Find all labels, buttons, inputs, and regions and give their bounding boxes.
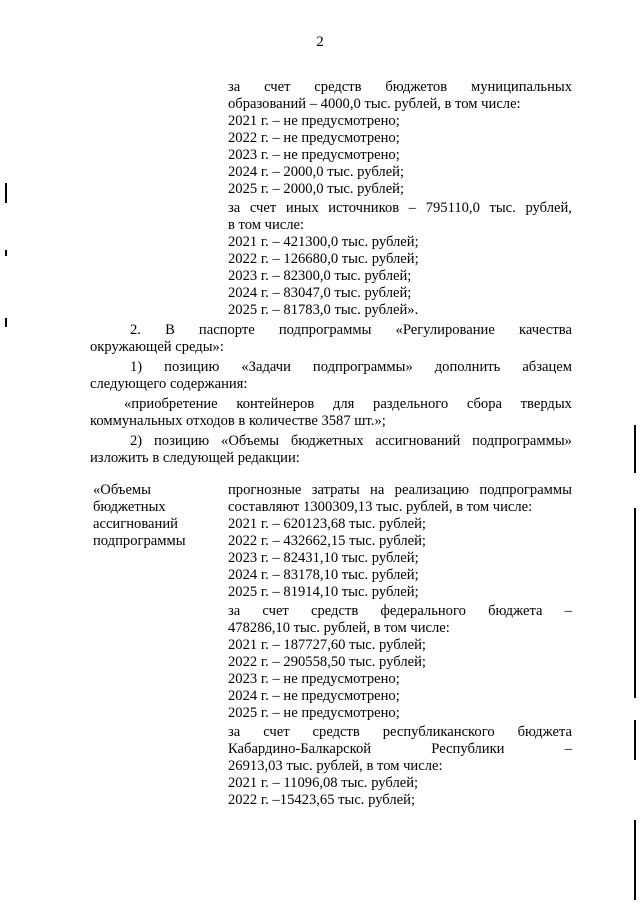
word: бюджета [488, 603, 543, 619]
year-line: 2024 г. – не предусмотрено; [228, 688, 400, 704]
scan-mark [5, 250, 7, 256]
word: – [564, 741, 572, 757]
word: «Регулирование [395, 322, 495, 338]
year-line: 2021 г. – 187727,60 тыс. рублей; [228, 637, 426, 653]
page-number: 2 [316, 34, 324, 50]
year-line: 2024 г. – 83047,0 тыс. рублей; [228, 285, 412, 301]
sub-item-2-line-2: изложить в следующей редакции: [90, 450, 300, 466]
quote-line-1 [124, 396, 572, 413]
year-line: 2023 г. – 82300,0 тыс. рублей; [228, 268, 412, 284]
scan-mark [5, 318, 7, 327]
word: федерального [380, 603, 466, 619]
word: для [332, 396, 355, 412]
year-line: 2025 г. – 81783,0 тыс. рублей». [228, 302, 419, 318]
word: 795110,0 [425, 200, 480, 216]
word: реализацию [394, 482, 470, 498]
word: Кабардино-Балкарской [228, 741, 372, 757]
word: «Задачи [241, 359, 291, 375]
year-line: 2022 г. – не предусмотрено; [228, 130, 400, 146]
table-label-line: бюджетных [93, 499, 166, 515]
year-line: 2025 г. – 81914,10 тыс. рублей; [228, 584, 419, 600]
year-line: 2023 г. – не предусмотрено; [228, 671, 400, 687]
year-line: 2025 г. – не предусмотрено; [228, 705, 400, 721]
word: подпрограммы [479, 482, 572, 498]
word: бюджетных [290, 433, 364, 449]
word: рублей, [525, 200, 572, 216]
word: счет [263, 724, 290, 740]
word: позицию [154, 433, 210, 449]
word: В [165, 322, 175, 338]
year-line: 2021 г. – не предусмотрено; [228, 113, 400, 129]
year-line: 2022 г. – 126680,0 тыс. рублей; [228, 251, 419, 267]
word: ассигнований [375, 433, 461, 449]
word: иных [285, 200, 319, 216]
word: счет [249, 200, 277, 216]
word: затраты [311, 482, 360, 498]
total-costs-line-1 [228, 482, 572, 499]
municipal-funds-line-1 [228, 79, 572, 96]
word: средств [314, 79, 362, 95]
word: сбора [466, 396, 502, 412]
sub-item-1-line-2: следующего содержания: [90, 376, 248, 392]
other-sources-line-2: в том числе: [228, 217, 305, 233]
word: «Объемы [221, 433, 280, 449]
federal-funds-line-2: 478286,10 тыс. рублей, в том числе: [228, 620, 450, 636]
item-2-line-1 [130, 322, 572, 339]
word: – [408, 200, 417, 216]
word: прогнозные [228, 482, 302, 498]
word: бюджета [517, 724, 572, 740]
table-label-line: ассигнований [93, 516, 178, 532]
scan-mark [5, 183, 7, 203]
year-line: 2022 г. – 290558,50 тыс. рублей; [228, 654, 426, 670]
year-line: 2021 г. – 11096,08 тыс. рублей; [228, 775, 419, 791]
word: паспорте [198, 322, 255, 338]
word: раздельного [373, 396, 449, 412]
table-label-line: «Объемы [93, 482, 151, 498]
year-line: 2023 г. – 82431,10 тыс. рублей; [228, 550, 419, 566]
year-line: 2022 г. –15423,65 тыс. рублей; [228, 792, 415, 808]
word: счет [262, 603, 289, 619]
word: качества [518, 322, 572, 338]
word: Республики [431, 741, 505, 757]
federal-funds-line-1 [228, 603, 572, 620]
word: республиканского [382, 724, 495, 740]
word: источников [328, 200, 400, 216]
word: за [228, 724, 241, 740]
word: «приобретение [124, 396, 218, 412]
republic-funds-line-2 [228, 741, 572, 758]
quote-line-2: коммунальных отходов в количестве 3587 шт.»; [90, 413, 386, 429]
word: средств [312, 724, 360, 740]
word: подпрограммы» [312, 359, 413, 375]
scan-mark [634, 508, 636, 698]
year-line: 2024 г. – 83178,10 тыс. рублей; [228, 567, 419, 583]
municipal-funds-line-2: образований – 4000,0 тыс. рублей, в том числе: [228, 96, 521, 112]
sub-item-1-line-1 [130, 359, 572, 376]
year-line: 2021 г. – 421300,0 тыс. рублей; [228, 234, 419, 250]
word: контейнеров [236, 396, 315, 412]
word: позицию [164, 359, 220, 375]
year-line: 2025 г. – 2000,0 тыс. рублей; [228, 181, 405, 197]
table-label-line: подпрограммы [93, 533, 186, 549]
sub-item-2-line-1 [130, 433, 572, 450]
word: дополнить [434, 359, 501, 375]
scan-mark [634, 820, 636, 900]
scan-mark [634, 720, 636, 760]
year-line: 2024 г. – 2000,0 тыс. рублей; [228, 164, 405, 180]
word: подпрограммы [278, 322, 372, 338]
year-line: 2022 г. – 432662,15 тыс. рублей; [228, 533, 426, 549]
word: на [370, 482, 385, 498]
item-2-line-2: окружающей среды»: [90, 339, 224, 355]
republic-funds-line-1 [228, 724, 572, 741]
word: 2. [130, 322, 141, 338]
year-line: 2023 г. – не предусмотрено; [228, 147, 400, 163]
word: муниципальных [470, 79, 572, 95]
word: абзацем [522, 359, 572, 375]
word: – [564, 603, 572, 619]
word: за [228, 200, 241, 216]
word: бюджетов [385, 79, 448, 95]
total-costs-line-2: составляют 1300309,13 тыс. рублей, в том числе: [228, 499, 533, 515]
word: 1) [130, 359, 143, 375]
word: счет [264, 79, 291, 95]
other-sources-line-1 [228, 200, 572, 217]
republic-funds-line-3: 26913,03 тыс. рублей, в том числе: [228, 758, 443, 774]
word: за [228, 79, 241, 95]
word: средств [310, 603, 359, 619]
word: тыс. [489, 200, 516, 216]
year-line: 2021 г. – 620123,68 тыс. рублей; [228, 516, 426, 532]
word: 2) [130, 433, 143, 449]
word: твердых [520, 396, 572, 412]
word: за [228, 603, 241, 619]
scan-mark [634, 425, 636, 473]
word: подпрограммы» [472, 433, 572, 449]
